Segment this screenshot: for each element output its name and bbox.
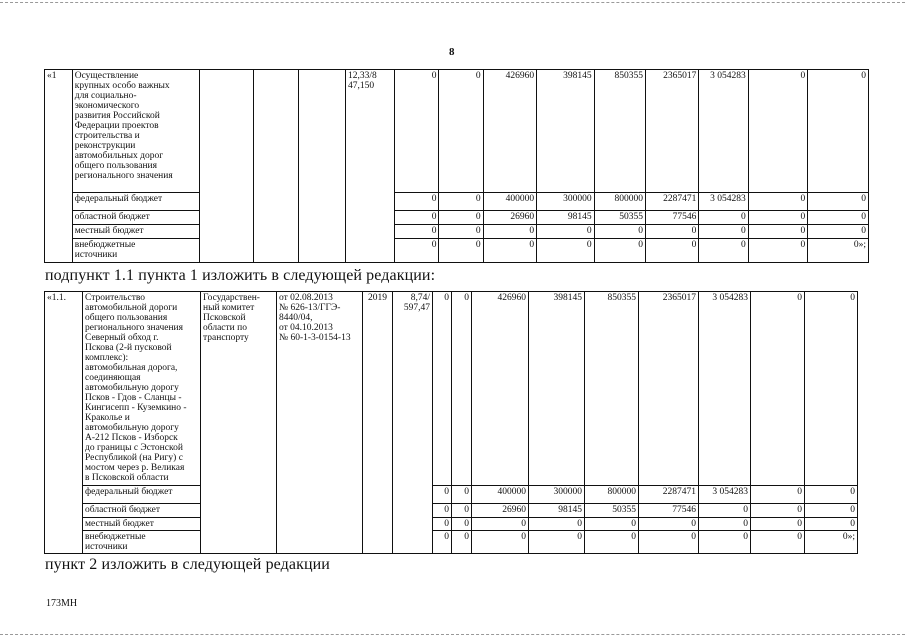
cell: 26960 bbox=[472, 504, 529, 518]
row-label: областной бюджет bbox=[83, 504, 201, 518]
cell: 2287471 bbox=[639, 486, 699, 504]
cell: 400000 bbox=[483, 193, 536, 211]
table-row-regional bbox=[45, 211, 869, 225]
expertise-cell: от 02.08.2013 № 626-13/ГГЭ- 8440/04, от 04.10.2013 № 60-1-3-0154-13 bbox=[277, 292, 363, 554]
cell: 0 bbox=[751, 292, 805, 486]
cell: 0 bbox=[748, 211, 808, 225]
cell: 0 bbox=[699, 504, 751, 518]
cell: 0 bbox=[805, 292, 858, 486]
cell: 0 bbox=[472, 531, 529, 554]
cell: 0 bbox=[645, 239, 698, 263]
table-row-local bbox=[45, 225, 869, 239]
cell: 398145 bbox=[529, 292, 585, 486]
cell: 426960 bbox=[483, 70, 536, 193]
table-row-main bbox=[45, 292, 858, 486]
cell: 0 bbox=[529, 518, 585, 531]
cell: 300000 bbox=[537, 193, 595, 211]
cell: 800000 bbox=[594, 193, 645, 211]
cell: 0 bbox=[585, 531, 639, 554]
cell: 850355 bbox=[594, 70, 645, 193]
cell: 426960 bbox=[472, 292, 529, 486]
cell: 0»; bbox=[808, 239, 869, 263]
cell: 0 bbox=[483, 225, 536, 239]
cell: 400000 bbox=[472, 486, 529, 504]
cell: 0 bbox=[529, 531, 585, 554]
cell: 3 054283 bbox=[699, 486, 751, 504]
cell: 3 054283 bbox=[699, 292, 751, 486]
row-label: федеральный бюджет bbox=[72, 193, 199, 211]
cell: 0 bbox=[699, 518, 751, 531]
cell: 50355 bbox=[585, 504, 639, 518]
row-label: федеральный бюджет bbox=[83, 486, 201, 504]
cell: 0 bbox=[537, 225, 595, 239]
cell: 2365017 bbox=[645, 70, 698, 193]
cell: 0»; bbox=[805, 531, 858, 554]
cell: 2287471 bbox=[645, 193, 698, 211]
cell: 0 bbox=[452, 486, 472, 504]
cell: 800000 bbox=[585, 486, 639, 504]
cell: 0 bbox=[433, 504, 452, 518]
capacity-cell: 8,74/ 597,47 bbox=[393, 292, 433, 554]
scan-top-edge bbox=[0, 2, 905, 3]
cell: 0 bbox=[805, 518, 858, 531]
cell: 0 bbox=[433, 292, 452, 486]
cell: 300000 bbox=[529, 486, 585, 504]
cell: 98145 bbox=[537, 211, 595, 225]
cell: 0 bbox=[808, 193, 869, 211]
cell: 2365017 bbox=[639, 292, 699, 486]
cell: 0 bbox=[748, 193, 808, 211]
cell: 98145 bbox=[529, 504, 585, 518]
cell: 77546 bbox=[639, 504, 699, 518]
table-row-local bbox=[45, 518, 858, 531]
table-row-federal bbox=[45, 193, 869, 211]
program-table-2 bbox=[44, 291, 858, 554]
cell: 0 bbox=[699, 531, 751, 554]
cell: 0 bbox=[452, 292, 472, 486]
heading-subitem-1-1: подпункт 1.1 пункта 1 изложить в следующей редакции: bbox=[45, 267, 436, 284]
cell: 3 054283 bbox=[699, 193, 748, 211]
cell: 0 bbox=[439, 225, 483, 239]
year-cell: 2019 bbox=[363, 292, 393, 554]
cell: 0 bbox=[594, 225, 645, 239]
table-row-federal bbox=[45, 486, 858, 504]
cell: 0 bbox=[751, 486, 805, 504]
cell: 0 bbox=[439, 211, 483, 225]
cell: 0 bbox=[585, 518, 639, 531]
expertise-cell bbox=[253, 70, 298, 263]
row-label: внебюджетные источники bbox=[72, 239, 199, 263]
cell: 0 bbox=[805, 504, 858, 518]
document-code: 173МН bbox=[46, 598, 78, 609]
table-row-main bbox=[45, 70, 869, 193]
cell: 0 bbox=[699, 225, 748, 239]
cell: 0 bbox=[395, 211, 439, 225]
cell: 0 bbox=[439, 193, 483, 211]
item-number: «1 bbox=[45, 70, 73, 263]
cell: 0 bbox=[472, 518, 529, 531]
cell: 0 bbox=[537, 239, 595, 263]
row-label: местный бюджет bbox=[83, 518, 201, 531]
cell: 77546 bbox=[645, 211, 698, 225]
row-label: внебюджетные источники bbox=[83, 531, 201, 554]
cell: 0 bbox=[699, 211, 748, 225]
heading-item-2: пункт 2 изложить в следующей редакции bbox=[45, 556, 330, 573]
cell: 0 bbox=[483, 239, 536, 263]
cell: 0 bbox=[395, 239, 439, 263]
cell: 0 bbox=[433, 531, 452, 554]
cell: 3 054283 bbox=[699, 70, 748, 193]
item-number: «1.1. bbox=[45, 292, 83, 554]
cell: 0 bbox=[805, 486, 858, 504]
table-row-extrabudget bbox=[45, 239, 869, 263]
table-row-regional bbox=[45, 504, 858, 518]
cell: 0 bbox=[594, 239, 645, 263]
cell: 50355 bbox=[594, 211, 645, 225]
cell: 0 bbox=[452, 504, 472, 518]
customer-cell: Государствен- ный комитет Псковской области по транспорту bbox=[201, 292, 277, 554]
cell: 0 bbox=[433, 518, 452, 531]
cell: 0 bbox=[645, 225, 698, 239]
cell: 0 bbox=[439, 239, 483, 263]
cell: 26960 bbox=[483, 211, 536, 225]
customer-cell bbox=[200, 70, 253, 263]
cell: 0 bbox=[639, 531, 699, 554]
cell: 0 bbox=[395, 225, 439, 239]
cell: 0 bbox=[699, 239, 748, 263]
row-label: областной бюджет bbox=[72, 211, 199, 225]
cell: 0 bbox=[751, 531, 805, 554]
cell: 0 bbox=[808, 70, 869, 193]
cell: 0 bbox=[808, 211, 869, 225]
cell: 0 bbox=[452, 518, 472, 531]
cell: 0 bbox=[748, 70, 808, 193]
item-name: Осуществление крупных особо важных для социально- экономического развития Российской Федерации проектов строительства и реконструкции автомобильных дорог общего пользования регионального значения bbox=[72, 70, 199, 193]
cell: 0 bbox=[395, 70, 439, 193]
program-table-1 bbox=[44, 69, 869, 263]
cell: 0 bbox=[395, 193, 439, 211]
scan-bottom-edge bbox=[0, 634, 905, 635]
cell: 0 bbox=[808, 225, 869, 239]
table-row-extrabudget bbox=[45, 531, 858, 554]
year-cell bbox=[298, 70, 345, 263]
item-name: Строительство автомобильной дороги общего пользования регионального значения Северный обход г. Пскова (2-й пусковой комплекс): автомобильная дорога, соединяющая автомобильную дорогу Псков - Гдов - Сланцы - Кингисепп - Куземкино - Краколье и автомобильную дорогу А-212 Псков - Изборск до границы с Эстонской Республикой (на Ригу) с мостом через р. Великая в Псковской области bbox=[83, 292, 201, 486]
cell: 0 bbox=[439, 70, 483, 193]
cell: 0 bbox=[639, 518, 699, 531]
cell: 0 bbox=[748, 239, 808, 263]
capacity-cell: 12,33/8 47,150 bbox=[346, 70, 395, 263]
cell: 0 bbox=[748, 225, 808, 239]
cell: 0 bbox=[433, 486, 452, 504]
cell: 398145 bbox=[537, 70, 595, 193]
cell: 850355 bbox=[585, 292, 639, 486]
cell: 0 bbox=[751, 518, 805, 531]
page-number: 8 bbox=[449, 46, 455, 58]
cell: 0 bbox=[751, 504, 805, 518]
row-label: местный бюджет bbox=[72, 225, 199, 239]
cell: 0 bbox=[452, 531, 472, 554]
